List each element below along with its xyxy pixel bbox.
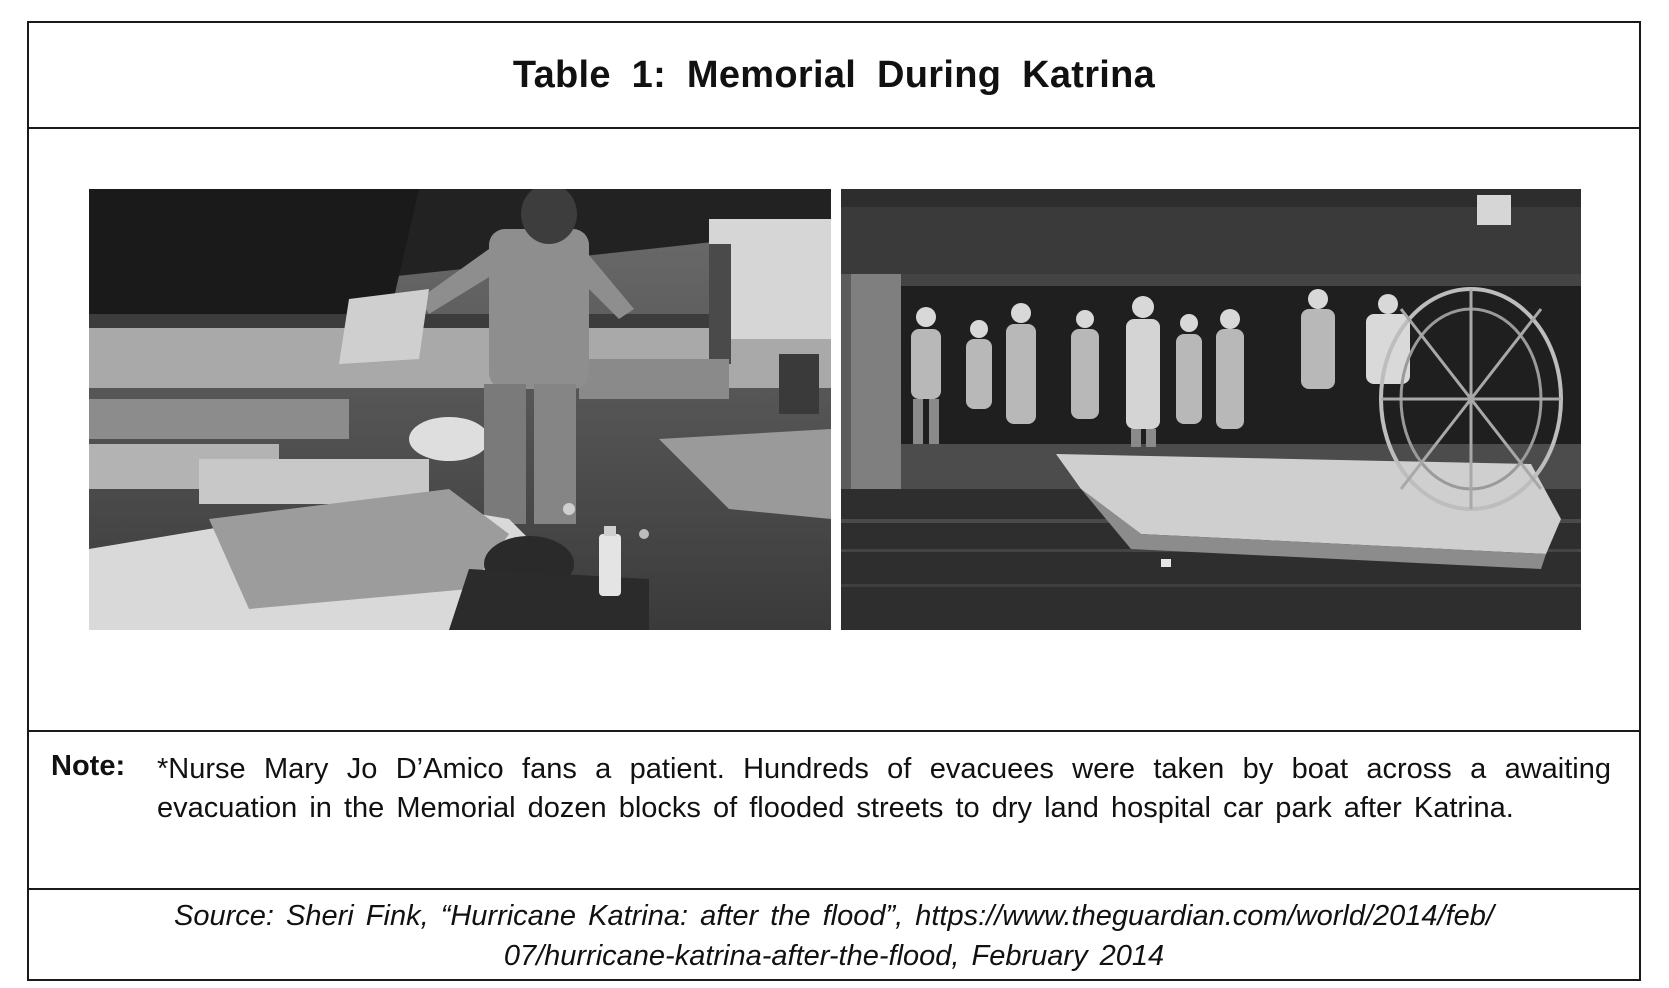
note-text: *Nurse Mary Jo D’Amico fans a patient. Hundreds of evacuees were taken by boat across a awaiting evacuation in the Memorial dozen blocks of flooded streets to dry land hospital car park after Katrina. — [157, 753, 1611, 824]
source-line-2: 07/hurricane-katrina-after-the-flood, February 2014 — [503, 939, 1165, 972]
source-citation — [39, 896, 1629, 976]
source-line-1: Source: Sheri Fink, “Hurricane Katrina: after the flood”, https://www.theguardian.com/world/2014/feb/ — [174, 899, 1494, 932]
photo-boat-evacuation — [841, 189, 1581, 630]
note-label: Note: — [51, 750, 126, 782]
photo-nurse-patient — [89, 189, 831, 630]
title-row — [29, 23, 1639, 129]
note-row — [29, 732, 1639, 890]
table-title: Table 1: Memorial During Katrina — [512, 53, 1156, 96]
photo-row — [29, 129, 1639, 732]
source-row — [29, 890, 1639, 981]
table-frame — [27, 21, 1641, 981]
